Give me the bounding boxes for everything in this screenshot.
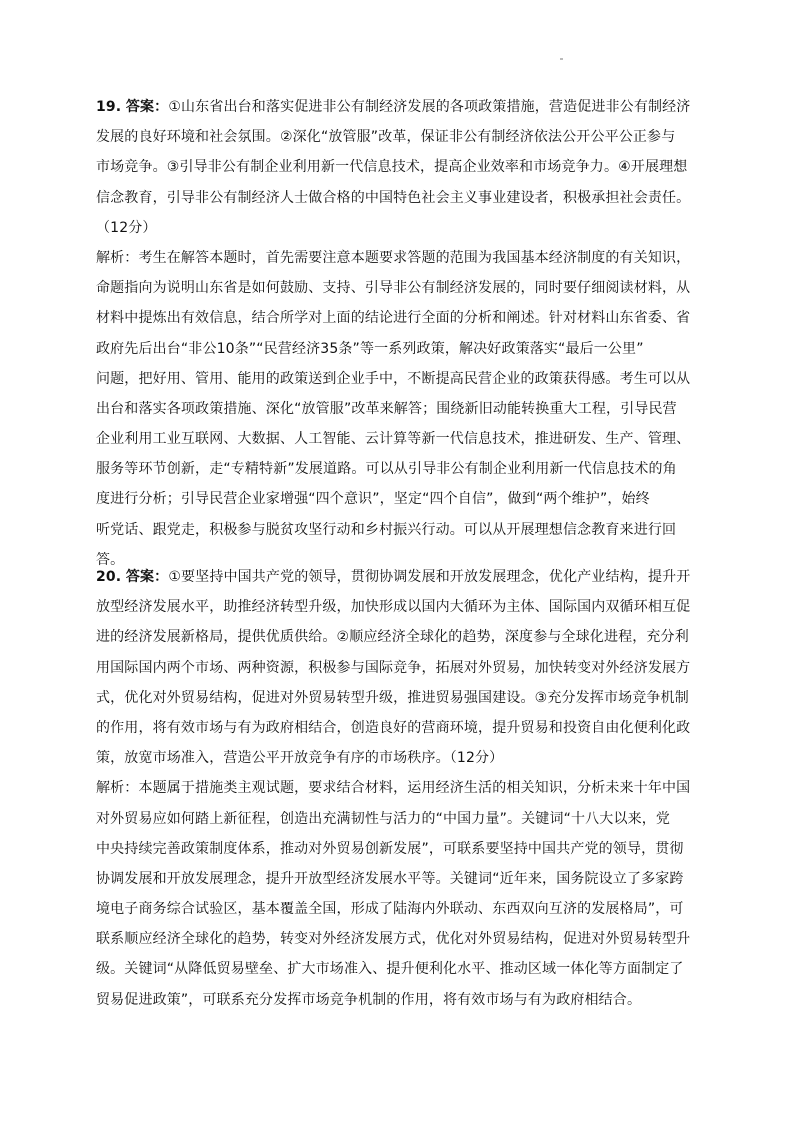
answer-line: 放型经济发展水平，助推经济转型升级，加快形成以国内大循环为主体、国际国内双循环相互促 (96, 599, 691, 616)
answer-line: 发展的良好环境和社会氛围。②深化“放管服”改革，保证非公有制经济依法公开公平公正参与 (96, 129, 676, 146)
answer-line: 市场竞争。③引导非公有制企业利用新一代信息技术，提高企业效率和市场竞争力。④开展理想 (96, 159, 688, 176)
scan-dot (560, 58, 563, 60)
answer-line: 进的经济发展新格局，提供优质供给。②顺应经济全球化的趋势，深度参与全球化进程，充分利 (96, 629, 689, 646)
question-20 (96, 562, 716, 1015)
analysis-line: 解析：考生在解答本题时，首先需要注意本题要求答题的范围为我国基本经济制度的有关知识， (96, 249, 691, 266)
answer-line: 信念教育，引导非公有制经济人士做合格的中国特色社会主义事业建设者，积极承担社会责任。 (96, 189, 691, 206)
answer-label: 答案： (125, 569, 169, 585)
analysis-line: 协调发展和开放发展理念，提升开放型经济发展水平等。关键词“近年来，国务院设立了多家跨 (96, 870, 684, 887)
analysis-line: 答。 (96, 551, 125, 568)
answer-line: 式，优化对外贸易结构，促进对外贸易转型升级，推进贸易强国建设。③充分发挥市场竞争机制 (96, 689, 689, 706)
answer-line: 的作用，将有效市场与有为政府相结合，创造良好的营商环境，提升贸易和投资自由化便利化政 (96, 719, 691, 736)
analysis-line: 贸易促进政策”，可联系充分发挥市场竞争机制的作用，将有效市场与有为政府相结合。 (96, 991, 642, 1008)
analysis-line: 材料中提炼出有效信息，结合所学对上面的结论进行全面的分析和阐述。针对材料山东省委、省 (96, 310, 691, 327)
answer-line (96, 562, 716, 592)
analysis-line: 问题，把好用、管用、能用的政策送到企业手中，不断提高民营企业的政策获得感。考生可以从 (96, 370, 691, 387)
answer-line: （12分） (96, 219, 157, 236)
answer-label: 答案： (125, 99, 169, 115)
analysis-line: 境电子商务综合试验区，基本覆盖全国，形成了陆海内外联动、东西双向互济的发展格局”，可 (96, 901, 684, 918)
analysis-line: 中央持续完善政策制度体系，推动对外贸易创新发展”，可联系要坚持中国共产党的领导，贯彻 (96, 840, 684, 857)
answer-text: ①山东省出台和落实促进非公有制经济发展的各项政策措施，营造促进非公有制经济 (168, 99, 691, 115)
analysis-line: 出台和落实各项政策措施、深化“放管服”改革来解答；围绕新旧动能转换重大工程，引导民营 (96, 400, 677, 417)
analysis-line: 听党话、跟党走，积极参与脱贫攻坚行动和乡村振兴行动。可以从开展理想信念教育来进行回 (96, 521, 677, 538)
answer-line (96, 92, 716, 122)
analysis-line: 对外贸易应如何踏上新征程，创造出充满韧性与活力的“中国力量”。关键词“十八大以来，党 (96, 810, 671, 827)
question-number: 19. (96, 99, 122, 115)
analysis-line: 解析：本题属于措施类主观试题，要求结合材料，运用经济生活的相关知识，分析未来十年中国 (96, 780, 691, 797)
analysis-line: 服务等环节创新，走“专精特新”发展道路。可以从引导非公有制企业利用新一代信息技术的角 (96, 461, 677, 478)
answer-text: ①要坚持中国共产党的领导，贯彻协调发展和开放发展理念，优化产业结构，提升开 (168, 569, 691, 585)
analysis-line: 联系顺应经济全球化的趋势，转变对外经济发展方式，优化对外贸易结构，促进对外贸易转型升 (96, 931, 691, 948)
analysis-line: 度进行分析；引导民营企业家增强“四个意识”，坚定“四个自信”，做到“两个维护”，始终 (96, 491, 650, 508)
answer-line: 用国际国内两个市场、两种资源，积极参与国际竞争，拓展对外贸易，加快转变对外经济发展方 (96, 659, 691, 676)
question-number: 20. (96, 569, 122, 585)
analysis-line: 命题指向为说明山东省是如何鼓励、支持、引导非公有制经济发展的，同时要仔细阅读材料，从 (96, 280, 691, 297)
answer-line: 策，放宽市场准入，营造公平开放竞争有序的市场秩序。（12分） (96, 750, 504, 767)
analysis-line: 企业利用工业互联网、大数据、人工智能、云计算等新一代信息技术，推进研发、生产、管理、 (96, 431, 691, 448)
analysis-line: 级。关键词“从降低贸易壁垒、扩大市场准入、提升便利化水平、推动区域一体化等方面制定了 (96, 961, 684, 978)
analysis-line: 政府先后出台“非公10条”“民营经济35条”等一系列政策，解决好政策落实“最后一公里” (96, 340, 644, 357)
question-19 (96, 92, 716, 575)
